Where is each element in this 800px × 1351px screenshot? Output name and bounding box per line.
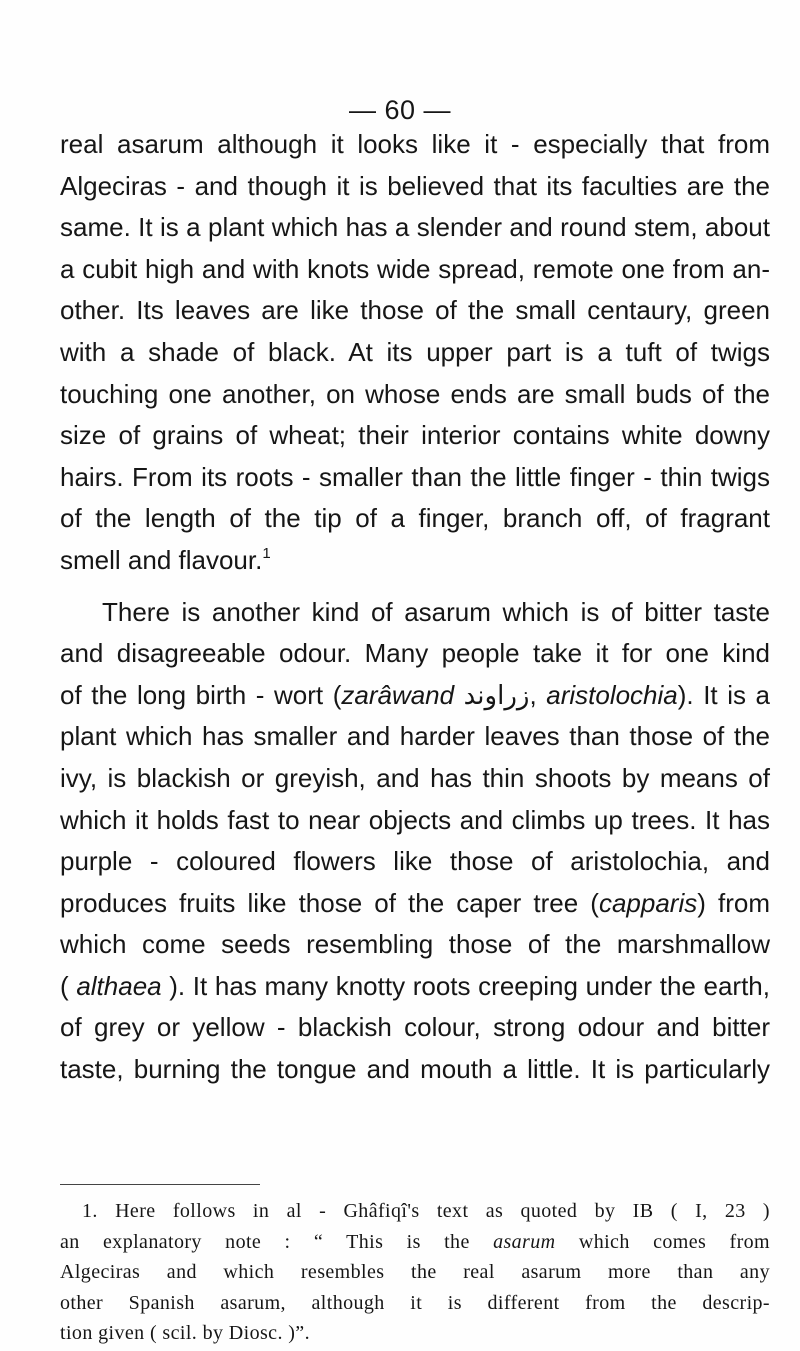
- text-line: taste, burning the tongue and mouth a little. It is particularly: [60, 1054, 770, 1085]
- footnote-line: [60, 1227, 770, 1258]
- text-line: of the length of the tip of a finger, branch off, of fragrant: [60, 503, 770, 534]
- text-line: touching one another, on whose ends are small buds of the: [60, 378, 770, 409]
- text-line: which come seeds resembling those of the marshmallow: [60, 929, 770, 960]
- text-line: other. Its leaves are like those of the small centaury, green: [60, 295, 770, 326]
- text-line: of grey or yellow - blackish colour, strong odour and bitter: [60, 1012, 770, 1043]
- footnote-line: tion given ( scil. by Diosc. )”.: [60, 1322, 310, 1344]
- footnote-line: Algeciras and which resembles the real asarum more than any: [60, 1261, 770, 1283]
- footnote-line: 1. Here follows in al - Ghâfiqî's text as quoted by IB ( I, 23 ): [82, 1200, 770, 1222]
- text-line: and disagreeable odour. Many people take it for one kind: [60, 638, 770, 669]
- footnote-line: other Spanish asarum, although it is different from the descrip-: [60, 1291, 770, 1314]
- body-text: [60, 124, 770, 1091]
- term-asarum: asarum: [493, 1230, 556, 1253]
- text-line: Algeciras - and though it is believed that its faculties are the: [60, 170, 770, 201]
- text-fragment: smell and flavour.: [60, 544, 263, 575]
- term-capparis: capparis: [598, 887, 698, 918]
- text-fragment: an explanatory note : “ This is the: [60, 1230, 494, 1253]
- text-fragment: ,: [529, 679, 547, 710]
- paragraph-1: [60, 124, 770, 582]
- text-fragment: ). It has many knotty roots creeping under the earth,: [161, 970, 770, 1001]
- page-number: — 60 —: [348, 95, 452, 125]
- paragraph-2: [60, 592, 770, 1091]
- text-line: real asarum although it looks like it - especially that from: [60, 129, 770, 159]
- text-line: purple - coloured flowers like those of aristolochia, and: [60, 846, 770, 877]
- text-line: which it holds fast to near objects and climbs up trees. It has: [60, 804, 770, 835]
- text-line: [60, 540, 770, 582]
- text-line: There is another kind of asarum which is of bitter taste: [102, 596, 770, 627]
- paragraph-gap: [60, 582, 770, 592]
- text-line: [60, 966, 770, 1008]
- text-fragment: (: [60, 970, 77, 1001]
- transliteration-zarawand: zarâwand: [341, 679, 455, 710]
- text-fragment: ). It is a: [677, 679, 770, 710]
- text-fragment: ) from: [697, 887, 770, 918]
- text-line: plant which has smaller and harder leaves than those of the: [60, 721, 770, 752]
- text-fragment: produces fruits like those of the caper tree (: [60, 887, 599, 918]
- arabic-term: زراوند: [463, 679, 530, 710]
- footnote-marker: 1: [262, 544, 271, 562]
- text-line: [60, 883, 770, 925]
- footnote-divider: [60, 1184, 260, 1185]
- text-line: ivy, is blackish or greyish, and has thin shoots by means of: [60, 762, 770, 793]
- text-line: [60, 675, 770, 717]
- term-althaea: althaea: [76, 970, 162, 1001]
- text-line: a cubit high and with knots wide spread, remote one from an-: [60, 253, 770, 284]
- term-aristolochia: aristolochia: [546, 679, 678, 710]
- text-fragment: of the long birth - wort (: [60, 679, 342, 710]
- text-line: size of grains of wheat; their interior contains white downy: [60, 420, 770, 451]
- footnote: [60, 1196, 770, 1349]
- text-line: hairs. From its roots - smaller than the little finger - thin twigs: [60, 461, 770, 492]
- text-line: with a shade of black. At its upper part is a tuft of twigs: [60, 336, 770, 367]
- text-fragment: which comes from: [555, 1230, 770, 1253]
- text-line: same. It is a plant which has a slender and round stem, about: [60, 212, 770, 243]
